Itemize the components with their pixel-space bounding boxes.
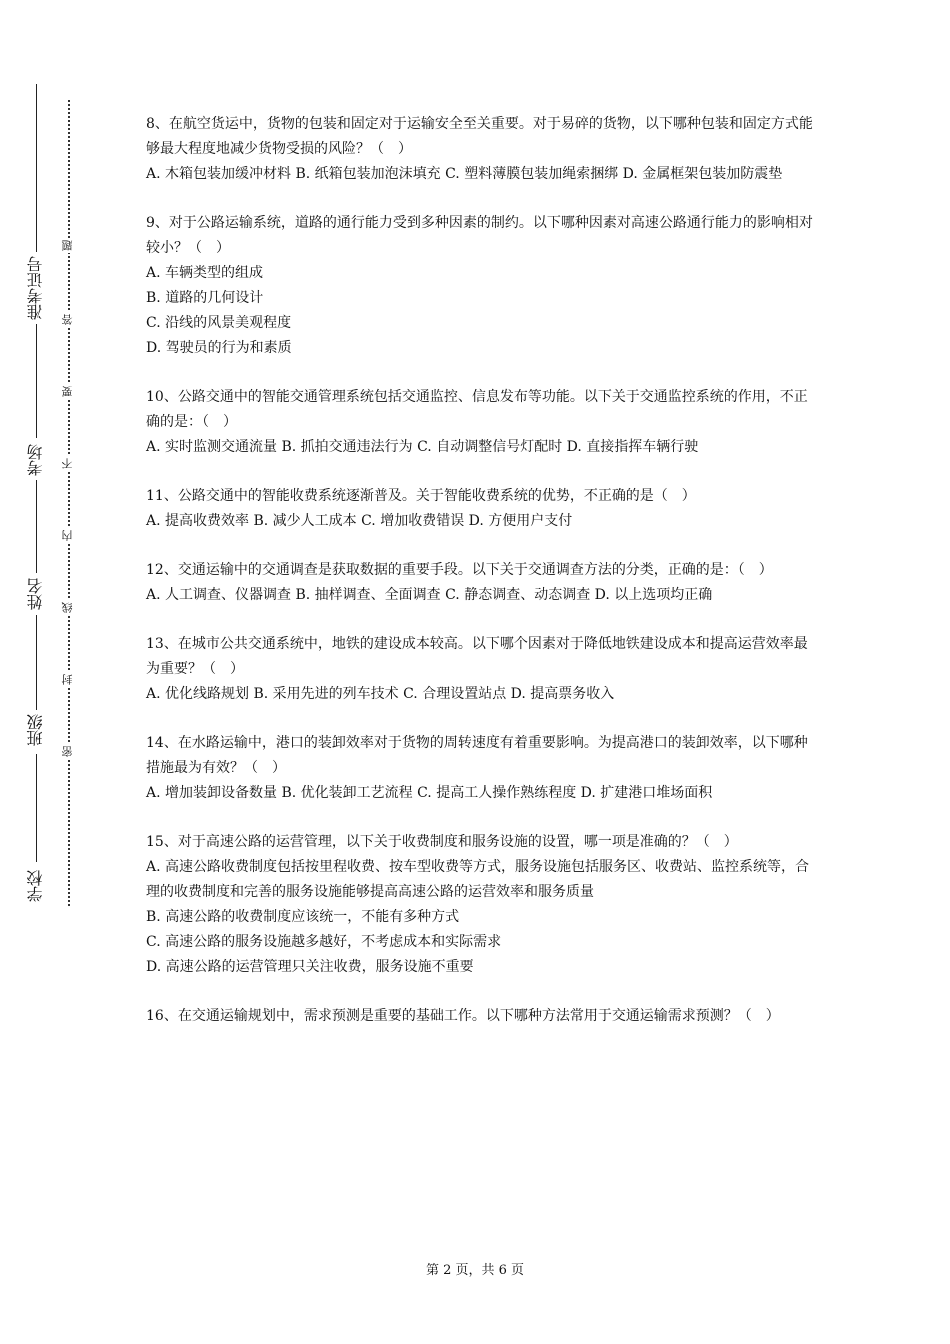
question-stem: 12、交通运输中的交通调查是获取数据的重要手段。以下关于交通调查方法的分类，正确的是：（ ）	[146, 562, 773, 578]
option-b: B. 高速公路的收费制度应该统一，不能有多种方式	[146, 909, 460, 925]
question-stem: 11、公路交通中的智能收费系统逐渐普及。关于智能收费系统的优势，不正确的是（ ）	[146, 488, 696, 504]
question-16	[146, 1004, 814, 1029]
question-stem: 15、对于高速公路的运营管理，以下关于收费制度和服务设施的设置，哪一项是准确的？（ ）	[146, 834, 738, 850]
question-8	[146, 112, 814, 187]
question-9	[146, 211, 814, 361]
option-d: D. 高速公路的运营管理只关注收费，服务设施不重要	[146, 959, 474, 975]
binding-label-class: 班级	[22, 710, 50, 750]
binding-label-name: 姓名	[22, 574, 50, 614]
question-options: A. 提高收费效率 B. 减少人工成本 C. 增加收费错误 D. 方便用户支付	[146, 513, 573, 529]
option-c: C. 高速公路的服务设施越多越好，不考虑成本和实际需求	[146, 934, 502, 950]
seal-char: 线	[61, 602, 74, 613]
binding-label-school: 学校	[22, 866, 50, 906]
question-options: A. 优化线路规划 B. 采用先进的列车技术 C. 合理设置站点 D. 提高票务收入	[146, 686, 615, 702]
option-c: C. 沿线的风景美观程度	[146, 315, 292, 331]
question-list	[146, 112, 814, 1053]
option-a: A. 车辆类型的组成	[146, 265, 264, 281]
seal-dotted-line	[68, 100, 70, 906]
question-options: A. 人工调查、仪器调查 B. 抽样调查、全面调查 C. 静态调查、动态调查 D. 以上选项均正确	[146, 587, 713, 603]
option-a: A. 高速公路收费制度包括按里程收费、按车型收费等方式，服务设施包括服务区、收费站、监控系统等，合理的收费制度和完善的服务设施能够提高高速公路的运营效率和服务质量	[146, 859, 810, 900]
question-stem: 9、对于公路运输系统，道路的通行能力受到多种因素的制约。以下哪种因素对高速公路通行能力的影响相对较小？（ ）	[146, 215, 813, 256]
question-11	[146, 484, 814, 534]
question-options: A. 木箱包装加缓冲材料 B. 纸箱包装加泡沫填充 C. 塑料薄膜包装加绳索捆绑 D. 金属框架包装加防震垫	[146, 166, 783, 182]
fill-line	[36, 84, 37, 254]
fill-line	[36, 754, 37, 862]
question-13	[146, 632, 814, 707]
question-stem: 10、公路交通中的智能交通管理系统包括交通监控、信息发布等功能。以下关于交通监控系统的作用，不正确的是：（ ）	[146, 389, 808, 430]
binding-strip	[0, 0, 110, 1344]
seal-char: 内	[61, 530, 74, 541]
option-b: B. 道路的几何设计	[146, 290, 264, 306]
seal-char: 题	[61, 240, 74, 251]
binding-label-exam-room: 考场	[22, 440, 50, 480]
binding-label-exam-id: 准考证号	[22, 252, 50, 324]
question-15	[146, 830, 814, 980]
question-14	[146, 731, 814, 806]
question-10	[146, 385, 814, 460]
seal-char: 封	[61, 674, 74, 685]
question-stem: 8、在航空货运中，货物的包装和固定对于运输安全至关重要。对于易碎的货物，以下哪种包装和固定方式能够最大程度地减少货物受损的风险？（ ）	[146, 116, 813, 157]
question-stem: 16、在交通运输规划中，需求预测是重要的基础工作。以下哪种方法常用于交通运输需求预测？（ ）	[146, 1008, 780, 1024]
page-number: 第 2 页，共 6 页	[425, 1263, 525, 1278]
seal-char: 要	[61, 386, 74, 397]
seal-char: 不	[61, 458, 74, 469]
seal-char: 答	[61, 314, 74, 325]
question-stem: 13、在城市公共交通系统中，地铁的建设成本较高。以下哪个因素对于降低地铁建设成本和提高运营效率最为重要？（ ）	[146, 636, 808, 677]
fill-line	[36, 615, 37, 710]
seal-char: 密	[61, 746, 74, 757]
fill-line	[36, 478, 37, 573]
question-12	[146, 558, 814, 608]
option-d: D. 驾驶员的行为和素质	[146, 340, 292, 356]
fill-line	[36, 318, 37, 438]
question-options: A. 实时监测交通流量 B. 抓拍交通违法行为 C. 自动调整信号灯配时 D. 直接指挥车辆行驶	[146, 439, 699, 455]
question-stem: 14、在水路运输中，港口的装卸效率对于货物的周转速度有着重要影响。为提高港口的装卸效率，以下哪种措施最为有效？（ ）	[146, 735, 808, 776]
question-options: A. 增加装卸设备数量 B. 优化装卸工艺流程 C. 提高工人操作熟练程度 D. 扩建港口堆场面积	[146, 785, 713, 801]
